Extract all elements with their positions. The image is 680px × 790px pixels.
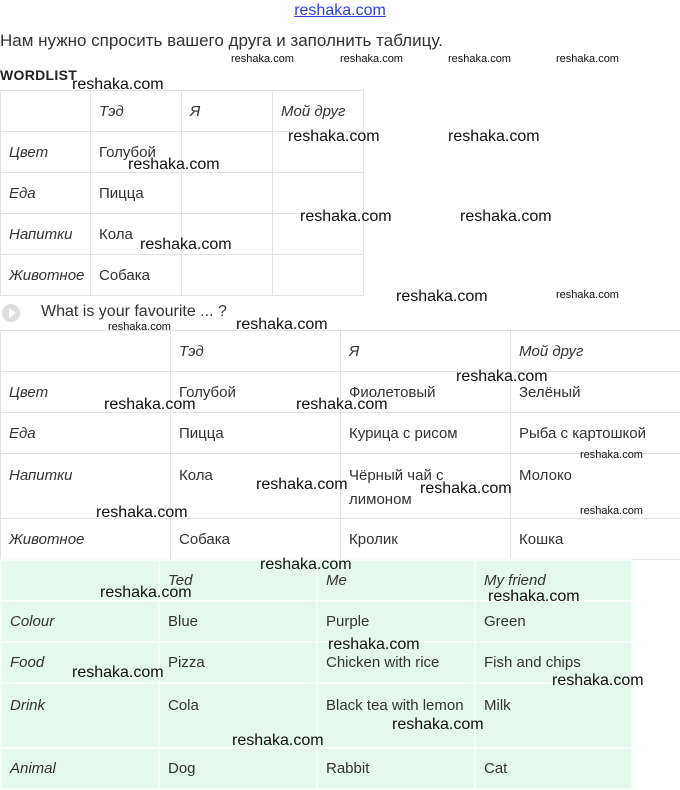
table-header-cell: Тэд — [171, 331, 341, 372]
watermark: reshaka.com — [232, 732, 324, 750]
watermark: reshaka.com — [460, 208, 552, 226]
watermark: reshaka.com — [100, 584, 192, 602]
watermark: reshaka.com — [556, 289, 619, 301]
table-cell: Зелёный — [511, 372, 680, 413]
table-cell: Кошка — [511, 519, 680, 560]
watermark: reshaka.com — [256, 476, 348, 494]
table-cell: Dog — [159, 748, 317, 789]
table-cell: Собака — [171, 519, 341, 560]
table-header-row — [1, 331, 680, 372]
watermark: reshaka.com — [456, 368, 548, 386]
table-cell — [182, 173, 273, 214]
table-header-cell: Мой друг — [273, 91, 364, 132]
table-row — [1, 255, 364, 296]
table-cell: Cat — [475, 748, 632, 789]
row-label: Еда — [1, 413, 171, 454]
watermark: reshaka.com — [296, 396, 388, 414]
table-cell: Кролик — [341, 519, 511, 560]
intro-text: Нам нужно спросить вашего друга и заполнить таблицу. — [0, 31, 443, 51]
watermark: reshaka.com — [448, 128, 540, 146]
table-cell: Кола — [171, 454, 341, 519]
watermark: reshaka.com — [108, 321, 171, 333]
watermark: reshaka.com — [231, 53, 294, 65]
watermark: reshaka.com — [104, 396, 196, 414]
table-cell: Purple — [317, 601, 475, 642]
table-row — [1, 413, 680, 454]
row-label: Food — [1, 642, 159, 683]
table-cell: Курица с рисом — [341, 413, 511, 454]
row-label: Еда — [1, 173, 91, 214]
table-header-cell: Мой друг — [511, 331, 680, 372]
table-cell: Собака — [91, 255, 182, 296]
table-header-cell: Ted — [159, 560, 317, 601]
watermark: reshaka.com — [300, 208, 392, 226]
table-header-cell: My friend — [475, 560, 632, 601]
table-cell — [273, 255, 364, 296]
table-header-cell: Me — [317, 560, 475, 601]
row-label: Животное — [1, 255, 91, 296]
watermark: reshaka.com — [328, 636, 420, 654]
table-cell: Pizza — [159, 642, 317, 683]
table-cell: Cola — [159, 683, 317, 748]
table-cell: Пицца — [171, 413, 341, 454]
table-cell — [182, 255, 273, 296]
table-cell: Молоко — [511, 454, 680, 519]
table-row — [1, 519, 680, 560]
watermark: reshaka.com — [488, 588, 580, 606]
watermark: reshaka.com — [556, 53, 619, 65]
watermark: reshaka.com — [396, 288, 488, 306]
watermark: reshaka.com — [288, 128, 380, 146]
table-cell: Blue — [159, 601, 317, 642]
table-header-row — [1, 91, 364, 132]
table-cell: Голубой — [171, 372, 341, 413]
table-header-cell: Я — [341, 331, 511, 372]
watermark: reshaka.com — [448, 53, 511, 65]
table-cell: Milk — [475, 683, 632, 748]
row-label: Animal — [1, 748, 159, 789]
watermark: reshaka.com — [72, 76, 164, 94]
question-text: What is your favourite ... ? — [41, 303, 227, 321]
table-cell: Chicken with rice — [317, 642, 475, 683]
watermark: reshaka.com — [236, 316, 328, 334]
empty-table — [0, 90, 364, 296]
play-icon[interactable] — [2, 304, 20, 322]
watermark: reshaka.com — [340, 53, 403, 65]
watermark: reshaka.com — [72, 664, 164, 682]
table-cell: Рыба с картошкой — [511, 413, 680, 454]
table-cell: Пицца — [91, 173, 182, 214]
watermark: reshaka.com — [552, 672, 644, 690]
watermark: reshaka.com — [128, 156, 220, 174]
watermark: reshaka.com — [140, 236, 232, 254]
row-label: Напитки — [1, 454, 171, 519]
table-cell: Green — [475, 601, 632, 642]
row-label: Colour — [1, 601, 159, 642]
site-link[interactable]: reshaka.com — [0, 2, 680, 20]
table-cell: Black tea with lemon — [317, 683, 475, 748]
watermark: reshaka.com — [420, 480, 512, 498]
table-cell: Кола — [91, 214, 182, 255]
table-cell: Голубой — [91, 132, 182, 173]
table-header-cell — [1, 331, 171, 372]
row-label: Цвет — [1, 372, 171, 413]
row-label: Drink — [1, 683, 159, 748]
table-header-cell: Тэд — [91, 91, 182, 132]
table-row — [1, 601, 632, 642]
row-label: Напитки — [1, 214, 91, 255]
russian-answer-table — [0, 330, 680, 560]
watermark: reshaka.com — [392, 716, 484, 734]
watermark: reshaka.com — [96, 504, 188, 522]
watermark: reshaka.com — [580, 505, 643, 517]
table-header-cell — [1, 91, 91, 132]
table-header-cell: Я — [182, 91, 273, 132]
table-row — [1, 748, 632, 789]
wordlist-label: WORDLIST — [0, 67, 77, 83]
row-label: Цвет — [1, 132, 91, 173]
table-cell: Чёрный чай с лимоном — [341, 454, 511, 519]
table-cell: Rabbit — [317, 748, 475, 789]
table-cell: Фиолетовый — [341, 372, 511, 413]
watermark: reshaka.com — [260, 556, 352, 574]
table-cell: Fish and chips — [475, 642, 632, 683]
watermark: reshaka.com — [580, 449, 643, 461]
row-label: Животное — [1, 519, 171, 560]
